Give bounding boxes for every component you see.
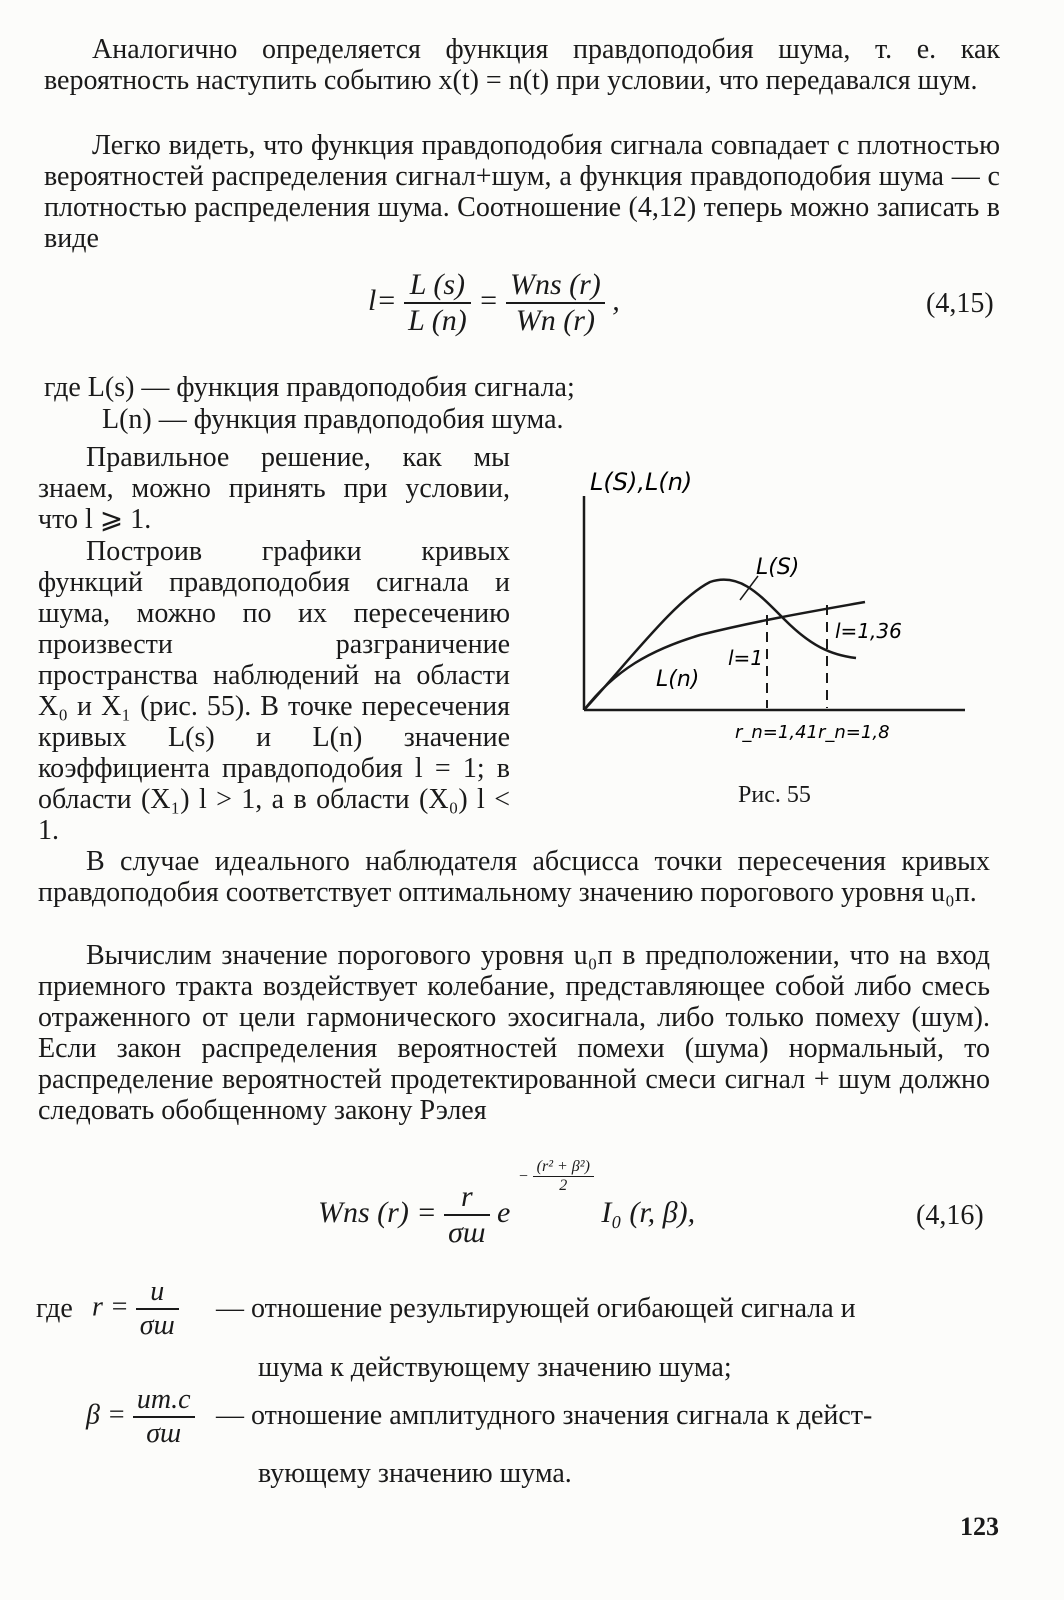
r-fraction	[136, 1276, 179, 1342]
eq415-f1-denominator: L (n)	[408, 304, 467, 337]
eq416-fraction	[444, 1180, 489, 1250]
eq416-exp-base: e	[497, 1195, 511, 1229]
eq415-fraction-1	[404, 268, 471, 338]
figure-caption: Рис. 55	[738, 782, 811, 808]
eq416-lhs: Wns (r) =	[318, 1195, 437, 1229]
y-axis-label: L(S),L(n)	[590, 468, 693, 496]
eq416-numerator: r	[444, 1180, 489, 1216]
beta-numerator: um.c	[133, 1384, 195, 1418]
l-equals-136-label: l=1,36	[835, 619, 902, 643]
eq416-exp-fraction	[533, 1158, 594, 1195]
paragraph-6: Вычислим значение порогового уровня u₀п в предположении, что на вход приемного тракта воздействует колебание, представляющее собой либо смесь отраженного от цели гармонического эхосигнала, либо только помеху (шум). Если закон распределения вероятностей помехи (шума) нормальный, то распределение вероятностей продетектированной смеси сигнал + шум должно следовать обобщенному закону Рэлея	[38, 940, 990, 1126]
eq415-comma: ,	[612, 283, 620, 317]
eq416-exp-numerator: (r² + β²)	[533, 1158, 594, 1177]
page-number: 123	[960, 1512, 999, 1541]
beta-description-1: — отношение амплитудного значения сигнала к дейст-	[216, 1400, 873, 1431]
eq415-lhs: l=	[368, 283, 397, 317]
equation-4-16	[318, 1158, 696, 1250]
figure-55	[560, 460, 980, 750]
r-18-label: r_n=1,8	[818, 722, 890, 743]
curve-l-s	[584, 580, 856, 710]
curve-l-n	[584, 602, 865, 710]
where-line-2: L(n) — функция правдоподобия шума.	[102, 404, 564, 435]
r-definition-lhs	[92, 1276, 179, 1342]
paragraph-3: Правильное решение, как мы знаем, можно принять при условии, что l ⩾ 1.	[38, 442, 510, 535]
paragraph-1: Аналогично определяется функция правдоподобия шума, т. е. как вероятность наступить событию x(t) = n(t) при условии, что передавался шум.	[44, 34, 1000, 96]
eq415-equals: =	[478, 283, 499, 317]
beta-definition-lhs	[86, 1384, 195, 1450]
eq416-exp-denominator: 2	[559, 1177, 568, 1194]
equation-number-4-16: (4,16)	[916, 1200, 984, 1231]
eq415-f2-numerator: Wns (r)	[506, 268, 605, 304]
eq415-f1-numerator: L (s)	[404, 268, 471, 304]
r-numerator: u	[136, 1276, 179, 1310]
r-141-label: r_n=1,41	[735, 722, 818, 743]
eq416-tail: I₀ (r, β),	[601, 1195, 696, 1229]
beta-lhs: β =	[86, 1399, 126, 1431]
beta-denominator: σш	[146, 1418, 182, 1449]
eq415-f2-denominator: Wn (r)	[515, 304, 595, 337]
equation-number-4-15: (4,15)	[926, 288, 994, 319]
where-line-1: где L(s) — функция правдоподобия сигнала;	[44, 372, 575, 403]
r-denominator: σш	[139, 1310, 175, 1341]
eq416-denominator: σш	[448, 1216, 486, 1249]
eq416-exponent: − $\frac{\text{(r² + β²)}}{2}$	[518, 1158, 594, 1195]
r-description-1: — отношение результирующей огибающей сигнала и	[216, 1293, 856, 1324]
beta-fraction	[133, 1384, 195, 1450]
curve-n-label: L(n)	[656, 667, 700, 692]
l-equals-1-label: l=1	[728, 646, 764, 670]
paragraph-4: Построив графики кривых функций правдоподобия сигнала и шума, можно по их пересечению произвести разграничение пространства наблюдений на области X₀ и X₁ (рис. 55). В точке пересечения кривых L(s) и L(n) значение коэффициента правдоподобия l = 1; в области (X₁) l > 1, а в области (X₀) l < 1.	[38, 536, 510, 846]
equation-4-15	[368, 268, 620, 338]
eq415-fraction-2	[506, 268, 605, 338]
curve-s-label: L(S)	[756, 555, 800, 580]
r-lhs: r =	[92, 1291, 129, 1323]
paragraph-2: Легко видеть, что функция правдоподобия сигнала совпадает с плотностью вероятностей распределения сигнал+шум, а функция правдоподобия шума — с плотностью распределения шума. Соотношение (4,12) теперь можно записать в виде	[44, 130, 1000, 254]
paragraph-5: В случае идеального наблюдателя абсцисса точки пересечения кривых правдоподобия соответствует оптимальному значению порогового уровня u₀п.	[38, 846, 990, 908]
beta-description-2: вующему значению шума.	[258, 1458, 572, 1489]
where-gde: где	[36, 1293, 73, 1324]
r-description-2: шума к действующему значению шума;	[258, 1352, 732, 1383]
